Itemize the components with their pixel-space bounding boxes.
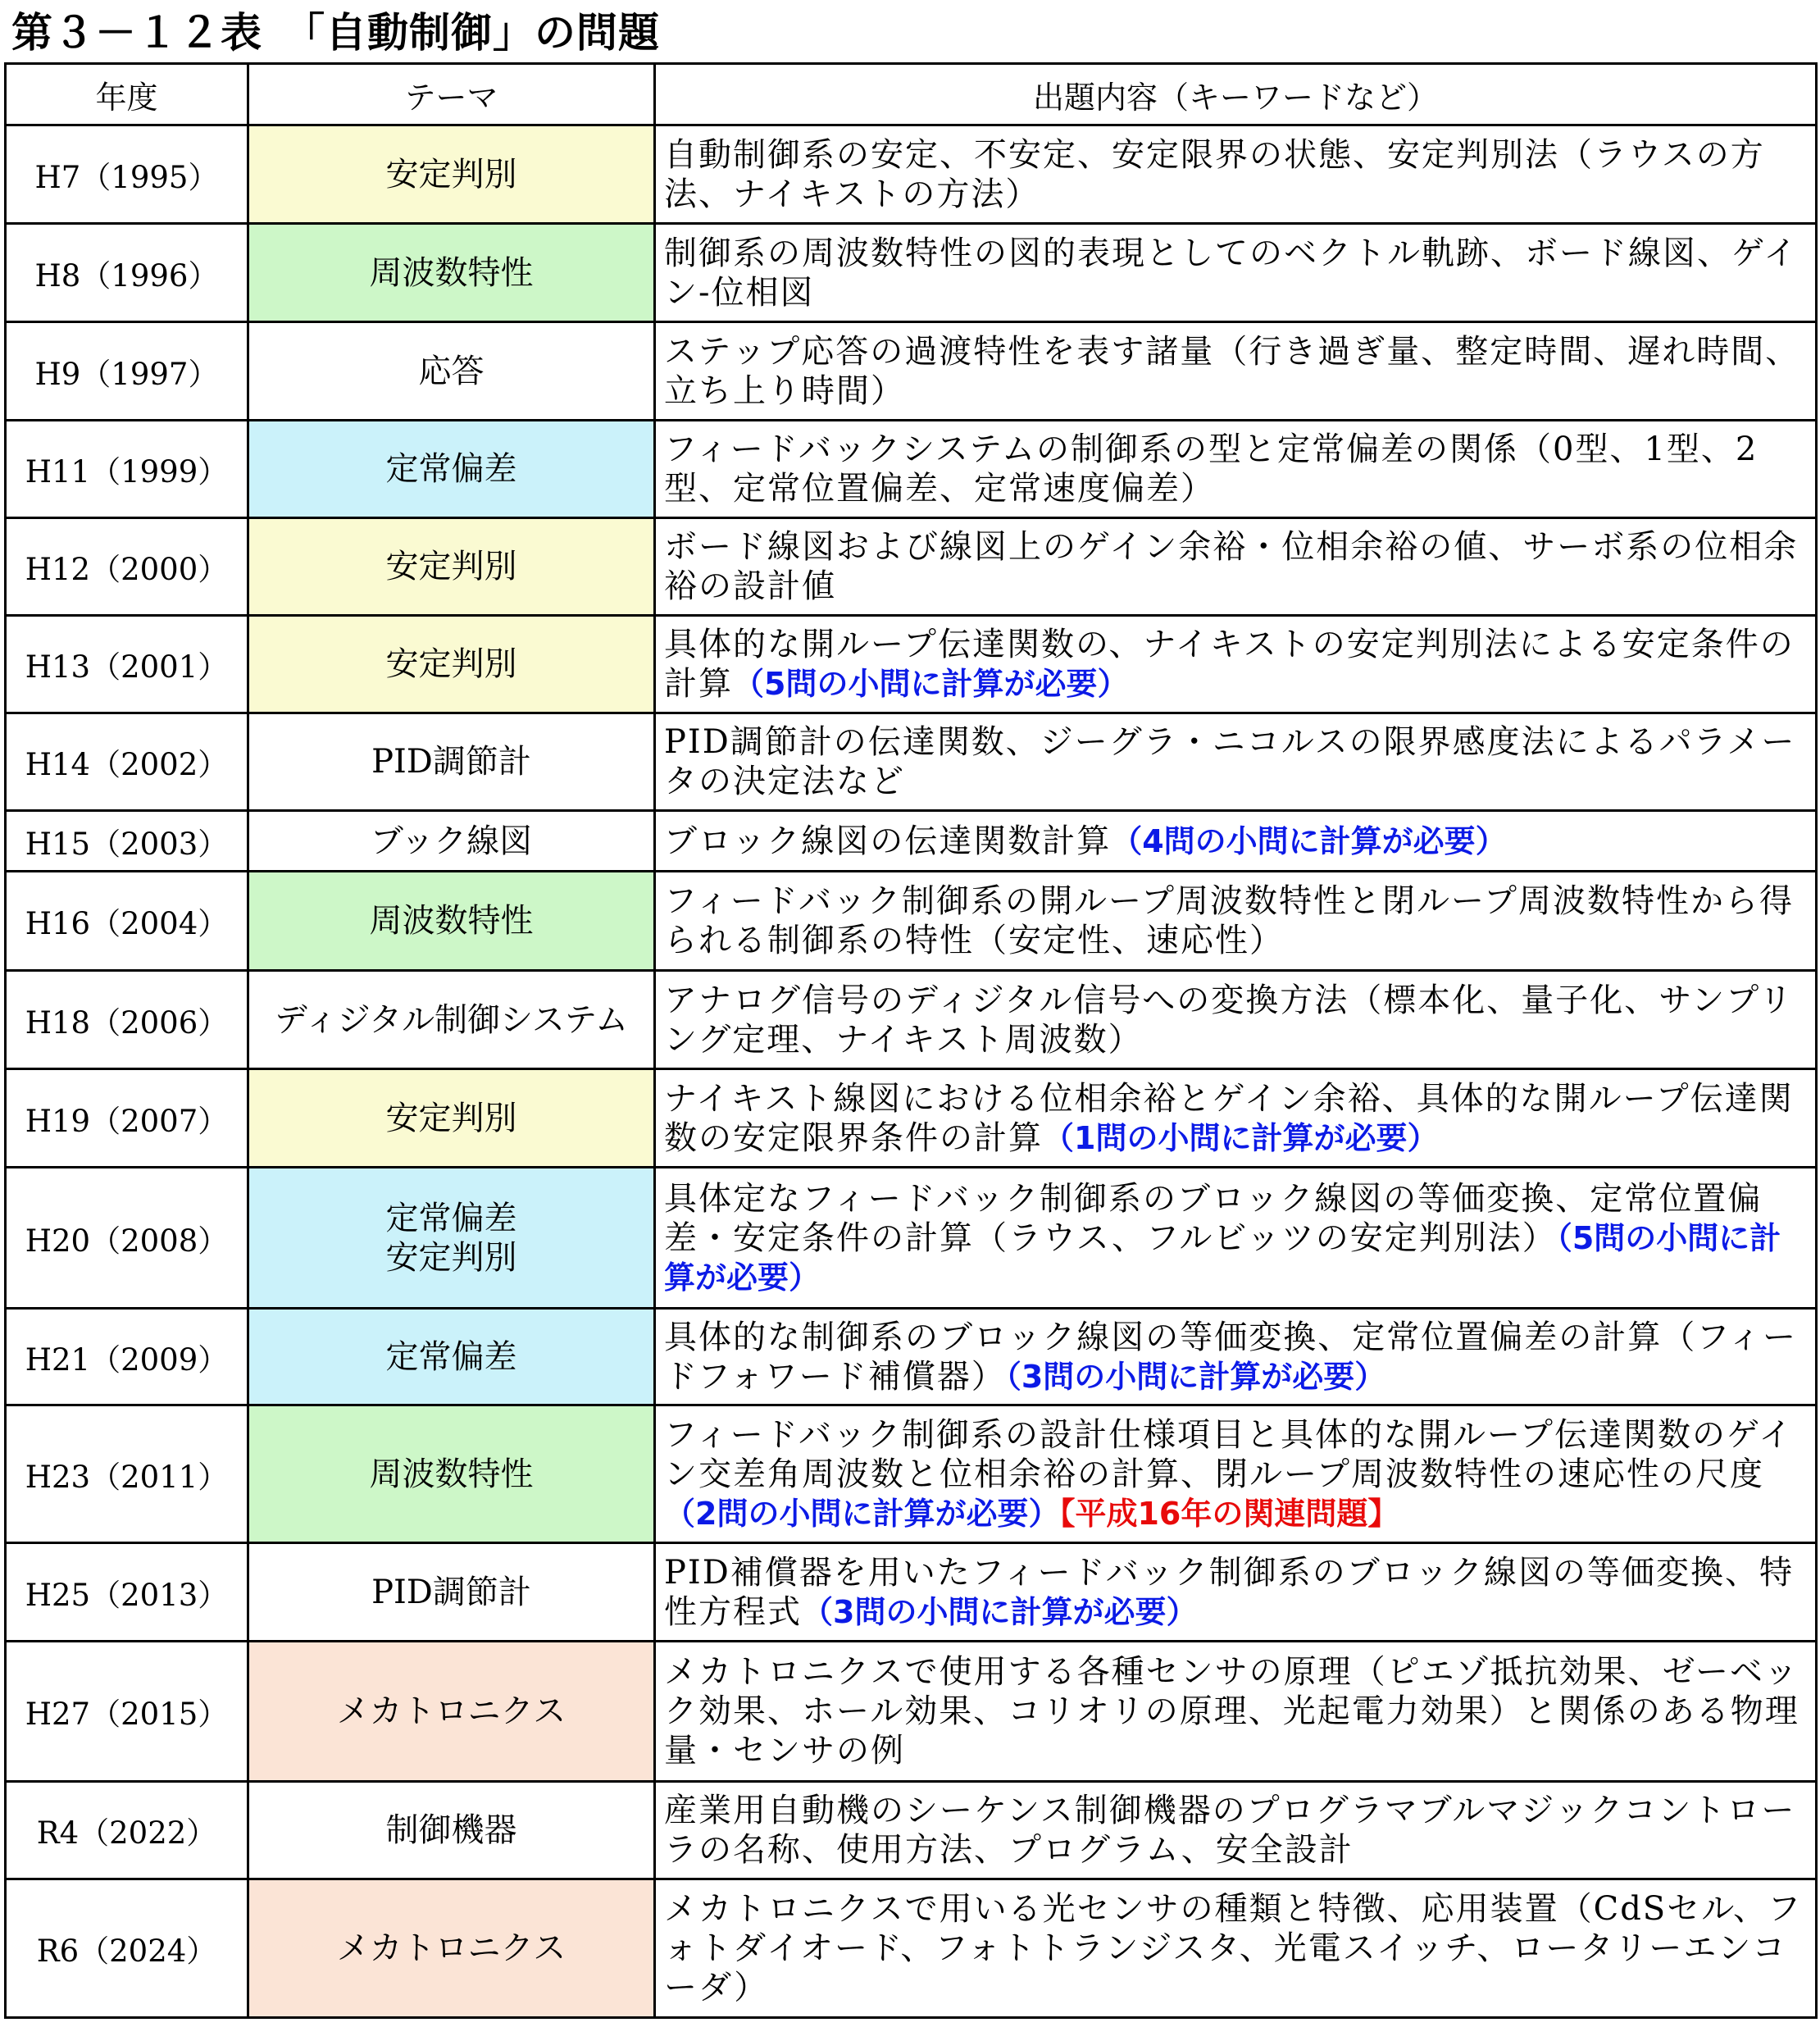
content-cell (655, 1405, 1817, 1543)
table-row (6, 811, 1817, 872)
theme-cell (248, 224, 655, 322)
content-cell (655, 1543, 1817, 1642)
theme-cell (248, 616, 655, 713)
theme-cell (248, 1782, 655, 1879)
theme-label-2: 安定判別 (385, 1238, 517, 1277)
year-cell: H20（2008） (6, 1168, 248, 1309)
calc-note: （5問の小問に計算が必要） (733, 666, 1129, 702)
theme-cell (248, 971, 655, 1069)
theme-cell (248, 518, 655, 616)
table-row (6, 125, 1817, 224)
year-cell: H16（2004） (6, 872, 248, 971)
content-cell (655, 811, 1817, 872)
content-text: ボード線図および線図上のゲイン余裕・位相余裕の値、サーボ系の位相余裕の設計値 (664, 528, 1799, 605)
content-cell (655, 1309, 1817, 1405)
table-row (6, 322, 1817, 421)
related-note: 【平成16年の関連問題】 (1059, 1495, 1399, 1532)
theme-label: 周波数特性 (369, 1455, 534, 1493)
theme-cell (248, 1168, 655, 1309)
year-cell: H11（1999） (6, 421, 248, 518)
content-text: PID調節計の伝達関数、ジーグラ・ニコルスの限界感度法によるパラメータの決定法など (664, 723, 1796, 800)
table-row (6, 1405, 1817, 1543)
theme-label: 応答 (418, 352, 485, 390)
content-text: フィードバックシステムの制御系の型と定常偏差の関係（0型、1型、2型、定常位置偏差、定常速度偏差） (664, 430, 1759, 508)
theme-label: 周波数特性 (369, 902, 534, 940)
content-cell (655, 421, 1817, 518)
table-row (6, 1782, 1817, 1879)
theme-cell (248, 1543, 655, 1642)
header-content: 出題内容（キーワードなど） (655, 64, 1817, 125)
content-text: 産業用自動機のシーケンス制御機器のプログラマブルマジックコントローラの名称、使用方法、プログラム、安全設計 (664, 1792, 1796, 1869)
content-text: ステップ応答の過渡特性を表す諸量（行き過ぎ量、整定時間、遅れ時間、立ち上り時間） (664, 332, 1800, 410)
theme-cell (248, 1309, 655, 1405)
theme-label: 周波数特性 (369, 253, 534, 292)
content-text: アナログ信号のディジタル信号への変換方法（標本化、量子化、サンプリング定理、ナイキスト周波数） (664, 981, 1794, 1059)
content-cell (655, 1879, 1817, 2018)
content-cell (655, 872, 1817, 971)
theme-cell (248, 1405, 655, 1543)
theme-cell (248, 1642, 655, 1782)
year-cell: H15（2003） (6, 811, 248, 872)
year-cell: H12（2000） (6, 518, 248, 616)
content-cell (655, 322, 1817, 421)
theme-label: PID調節計 (371, 743, 531, 781)
content-cell (655, 1782, 1817, 1879)
content-text: 自動制御系の安定、不安定、安定限界の状態、安定判別法（ラウスの方法、ナイキストの方法） (664, 135, 1765, 213)
content-text: フィードバック制御系の開ループ周波数特性と閉ループ周波数特性から得られる制御系の特性（安定性、速応性） (664, 882, 1794, 959)
calc-note: （3問の小問に計算が必要） (802, 1593, 1198, 1630)
content-text: メカトロニクスで用いる光センサの種類と特徴、応用装置（CdSセル、フォトダイオード、フォトトランジスタ、光電スイッチ、ロータリーエンコーダ） (664, 1890, 1803, 2007)
theme-label: 安定判別 (385, 1099, 517, 1137)
table-row (6, 1543, 1817, 1642)
table-row (6, 872, 1817, 971)
table-row (6, 1309, 1817, 1405)
content-cell (655, 713, 1817, 811)
document-title: 第３－１２表 「自動制御」の問題 (11, 9, 660, 57)
year-cell: H25（2013） (6, 1543, 248, 1642)
year-cell: R6（2024） (6, 1879, 248, 2018)
calc-note: （2問の小問に計算が必要） (664, 1495, 1060, 1532)
theme-label: 制御機器 (385, 1811, 517, 1849)
content-text: PID補償器を用いたフィードバック制御系のブロック線図の等価変換、特性方程式 (664, 1553, 1794, 1631)
theme-label: 安定判別 (385, 548, 517, 585)
calc-note: （3問の小問に計算が必要） (1005, 1358, 1386, 1395)
content-cell (655, 971, 1817, 1069)
year-cell: H18（2006） (6, 971, 248, 1069)
table-row (6, 1069, 1817, 1168)
theme-label: PID調節計 (371, 1573, 531, 1611)
theme-label: 安定判別 (385, 645, 517, 683)
content-text: 制御系の周波数特性の図的表現としてのベクトル軌跡、ボード線図、ゲイン-位相図 (664, 234, 1799, 312)
theme-label: 安定判別 (385, 155, 517, 194)
content-cell (655, 518, 1817, 616)
content-text: ナイキスト線図における位相余裕とゲイン余裕、具体的な開ループ伝達関数の安定限界条件の計算 (664, 1079, 1794, 1157)
content-cell (655, 125, 1817, 224)
year-cell: H19（2007） (6, 1069, 248, 1168)
theme-label: ブック線図 (370, 822, 533, 860)
theme-cell (248, 811, 655, 872)
table-row (6, 1168, 1817, 1309)
header-row (6, 64, 1817, 125)
theme-cell (248, 125, 655, 224)
content-cell (655, 1168, 1817, 1309)
theme-label: ディジタル制御システム (274, 1000, 629, 1039)
theme-cell (248, 872, 655, 971)
content-text: ブロック線図の伝達関数計算 (664, 822, 1112, 860)
year-cell: H14（2002） (6, 713, 248, 811)
content-text: 具体定なフィードバック制御系のブロック線図の等価変換、定常位置偏差・安定条件の計算（ラウス、フルビッツの安定判別法） (664, 1179, 1763, 1257)
table-row (6, 1642, 1817, 1782)
theme-cell (248, 421, 655, 518)
theme-cell (248, 713, 655, 811)
table-row (6, 713, 1817, 811)
theme-cell (248, 322, 655, 421)
table-row (6, 616, 1817, 713)
year-cell: H8（1996） (6, 224, 248, 322)
theme-label: メカトロニクス (336, 1929, 566, 1967)
header-year: 年度 (6, 64, 248, 125)
year-cell: H9（1997） (6, 322, 248, 421)
theme-label: 定常偏差 (385, 1199, 517, 1237)
year-cell: R4（2022） (6, 1782, 248, 1879)
theme-cell (248, 1879, 655, 2018)
calc-note: （1問の小問に計算が必要） (1043, 1119, 1439, 1156)
content-cell (655, 1069, 1817, 1168)
content-text: 具体的な開ループ伝達関数の、ナイキストの安定判別法による安定条件の計算 (664, 626, 1795, 703)
content-cell (655, 224, 1817, 322)
table-row (6, 421, 1817, 518)
content-text: フィードバック制御系の設計仕様項目と具体的な開ループ伝達関数のゲイン交差角周波数と位相余裕の計算、閉ループ周波数特性の速応性の尺度 (664, 1415, 1794, 1493)
exam-topics-table (4, 62, 1818, 2019)
theme-label: 定常偏差 (385, 1337, 517, 1376)
theme-cell (248, 1069, 655, 1168)
year-cell: H23（2011） (6, 1405, 248, 1543)
calc-note: （5問の小問に計算が必要） (664, 1219, 1781, 1296)
content-text: メカトロニクスで使用する各種センサの原理（ピエゾ抵抗効果、ゼーベック効果、ホール効果、コリオリの原理、光起電力効果）と関係のある物理量・センサの例 (664, 1653, 1800, 1770)
calc-note: （4問の小問に計算が必要） (1111, 822, 1507, 859)
table-row (6, 971, 1817, 1069)
year-cell: H7（1995） (6, 125, 248, 224)
year-cell: H13（2001） (6, 616, 248, 713)
header-theme: テーマ (248, 64, 655, 125)
table-row (6, 1879, 1817, 2018)
theme-label: 定常偏差 (385, 450, 517, 488)
year-cell: H27（2015） (6, 1642, 248, 1782)
content-cell (655, 616, 1817, 713)
theme-label: メカトロニクス (336, 1692, 566, 1730)
content-text: 具体的な制御系のブロック線図の等価変換、定常位置偏差の計算（フィードフォワード補償器） (664, 1318, 1797, 1396)
table-row (6, 518, 1817, 616)
year-cell: H21（2009） (6, 1309, 248, 1405)
table-row (6, 224, 1817, 322)
content-cell (655, 1642, 1817, 1782)
